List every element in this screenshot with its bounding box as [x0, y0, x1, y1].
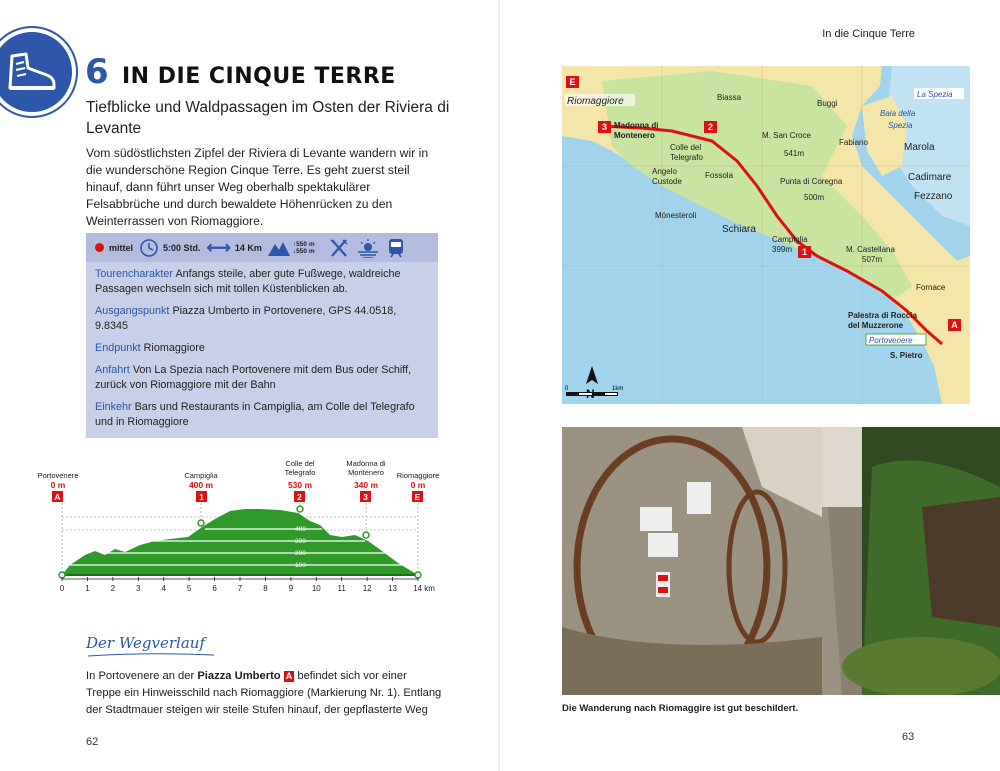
- map-label-fezzano: Fezzano: [914, 191, 953, 202]
- map-label-san-croce-h: 541m: [784, 149, 805, 158]
- map-label-la-spezia: La Spezia: [917, 90, 953, 99]
- route-map: [562, 66, 970, 404]
- map-marker-1: 1: [801, 247, 808, 257]
- elevation-gain: ↑550 m ↓550 m: [292, 240, 315, 255]
- x-tick-label: 14 km: [413, 584, 435, 593]
- route-marker-a: A: [285, 671, 293, 681]
- map-label-portovenere: Portovenere: [869, 336, 913, 345]
- profile-elev-1: 400 m: [188, 480, 214, 490]
- y-tick-200: 200: [295, 550, 306, 557]
- profile-marker-1: 1: [199, 492, 204, 502]
- sunset-view-icon: [357, 238, 379, 258]
- route-description: In Portovenere an der Piazza Umberto A befindet sich vor einer Treppe ein Hinweisschild nach Riomaggiore (Markierung Nr. 1). Entlang der Stadtmauer steigen wir steile Stufen hinauf, der gepflasterte Weg: [86, 670, 442, 716]
- map-label-marola: Marola: [904, 142, 935, 153]
- x-tick-label: 6: [212, 584, 217, 593]
- x-tick-label: 5: [186, 584, 192, 593]
- map-label-fabiano: Fabiano: [839, 138, 868, 147]
- tour-number: 6: [85, 52, 108, 92]
- info-body: [95, 267, 431, 437]
- x-tick-label: 3: [136, 584, 141, 593]
- profile-label-colle: Colle del: [285, 459, 315, 468]
- subtitle: Tiefblicke und Waldpassagen im Osten der Riviera di Levante: [86, 99, 450, 137]
- x-axis: [60, 577, 435, 593]
- profile-elev-e: 0 m: [410, 480, 426, 490]
- mountain-icon: [268, 240, 290, 256]
- hiking-boot-badge: [0, 28, 76, 116]
- profile-label-montenero: Montenero: [348, 468, 384, 477]
- page-number-left: 62: [86, 736, 99, 748]
- profile-marker-2: 2: [297, 492, 302, 502]
- profile-elev-2: 530 m: [287, 480, 313, 490]
- x-tick-label: 11: [337, 584, 346, 593]
- map-label-fossola: Fossola: [705, 171, 734, 180]
- info-anfahrt: Anfahrt Von La Spezia nach Portovenere mit dem Bus oder Schiff, zurück von Riomaggiore mit der Bahn: [95, 364, 412, 391]
- map-marker-2: 2: [707, 122, 714, 132]
- photo-caption: Die Wanderung nach Riomaggire ist gut beschildert.: [562, 703, 799, 714]
- profile-elev-3: 340 m: [353, 480, 379, 490]
- map-label-fornace: Fornace: [916, 283, 946, 292]
- trail-sign-3: [687, 482, 711, 514]
- map-marker-e: E: [569, 77, 576, 87]
- x-tick-label: 10: [311, 584, 321, 593]
- map-marker-a: A: [951, 320, 958, 330]
- map-label-pietro: S. Pietro: [890, 351, 923, 360]
- x-tick-label: 13: [388, 584, 398, 593]
- scale-1km: 1km: [612, 386, 624, 392]
- map-label-coregna-h: 500m: [804, 193, 825, 202]
- map-label-san-croce: M. San Croce: [762, 131, 811, 140]
- map-label-palestra-1: Palestra di Roccia: [848, 311, 917, 320]
- y-tick-400: 400: [295, 526, 306, 533]
- page-number-right: 63: [902, 731, 915, 743]
- map-label-madonna-2: Montenero: [614, 131, 655, 140]
- info-strip: [86, 233, 438, 262]
- map-label-baia: Baia della: [880, 109, 916, 118]
- map-label-buggi: Buggi: [817, 99, 838, 108]
- map-label-campiglia: Campiglia: [772, 235, 808, 244]
- map-label-castellana: M. Castellana: [846, 245, 895, 254]
- map-label-colle-1: Colle del: [670, 143, 702, 152]
- elevation-profile: [30, 455, 450, 605]
- info-tourencharakter: Tourencharakter Anfangs steile, aber gute Fußwege, waldreiche Passagen wechseln sich mit tollen Küstenblicken ab.: [95, 268, 401, 295]
- map-label-biassa: Biassa: [717, 93, 742, 102]
- map-label-angelo-2: Custode: [652, 177, 682, 186]
- distance-label: 14 Km: [234, 242, 262, 253]
- profile-marker-a: A: [54, 492, 61, 502]
- difficulty-dot-icon: [95, 243, 104, 252]
- map-label-monesteroli: Mónesteroli: [655, 211, 697, 220]
- map-label-coregna: Punta di Coregna: [780, 177, 843, 186]
- page-title: IN DIE CINQUE TERRE: [122, 64, 396, 89]
- distance-arrows-icon: ⟷: [206, 237, 231, 257]
- intro-text: Vom südöstlichsten Zipfel der Riviera di Levante wandern wir in die wunderschöne Region Cinque Terre. Es geht zuerst steil hinauf, dann führt unser Weg oberhalb spektakulärer Felsabbrüche und durch bewaldete Höhenrücken zu den Weinterrassen von Riomaggiore.: [86, 146, 429, 228]
- profile-label-campiglia: Campiglia: [184, 471, 218, 480]
- map-label-spezia: Spezia: [888, 121, 913, 130]
- piazza-name: Piazza Umberto: [197, 670, 281, 682]
- x-tick-label: 8: [263, 584, 268, 593]
- map-marker-3: 3: [601, 122, 608, 132]
- x-tick-label: 7: [237, 584, 243, 593]
- x-tick-label: 1: [85, 584, 90, 593]
- map-label-schiara: Schiara: [722, 224, 756, 235]
- running-head: In die Cinque Terre: [822, 28, 915, 40]
- info-ausgangspunkt: Ausgangspunkt Piazza Umberto in Portovenere, GPS 44.0518, 9.8345: [95, 305, 397, 332]
- profile-label-portovenere: Portovenere: [37, 471, 79, 480]
- scale-0: 0: [565, 386, 569, 392]
- difficulty-label: mittel: [109, 242, 134, 253]
- train-icon: [387, 238, 405, 258]
- map-label-madonna-1: Madonna di: [614, 121, 659, 130]
- tour-info-box: [86, 233, 438, 438]
- trail-sign-2: [648, 533, 678, 557]
- fork-knife-icon: [329, 238, 349, 258]
- map-label-colle-2: Telegrafo: [670, 153, 703, 162]
- y-tick-100: 100: [295, 562, 306, 569]
- map-label-campiglia-h: 399m: [772, 245, 793, 254]
- x-tick-label: 0: [59, 584, 65, 593]
- x-tick-label: 9: [288, 584, 294, 593]
- trail-sign-photo: [562, 427, 1000, 695]
- clock-icon: [139, 238, 159, 258]
- duration-label: 5:00 Std.: [163, 242, 201, 253]
- info-einkehr: Einkehr Bars und Restaurants in Campiglia, am Colle del Telegrafo und in Riomaggiore: [95, 401, 415, 428]
- info-endpunkt: Endpunkt Riomaggiore: [95, 342, 205, 354]
- x-tick-label: 12: [362, 584, 372, 593]
- section-heading: Der Wegverlauf: [86, 634, 205, 652]
- map-label-cadimare: Cadimare: [908, 172, 952, 183]
- x-tick-label: 4: [161, 584, 166, 593]
- y-tick-300: 300: [295, 538, 306, 545]
- map-label-riomaggiore: Riomaggiore: [567, 96, 624, 107]
- profile-label-madonna: Madonna di: [346, 459, 386, 468]
- right-page: [500, 0, 1000, 771]
- profile-elev-a: 0 m: [50, 480, 66, 490]
- profile-label-riomaggiore: Riomaggiore: [396, 471, 440, 480]
- trail-sign-1: [640, 507, 672, 531]
- profile-label-telegrafo: Telegrafo: [284, 468, 316, 477]
- profile-marker-e: E: [414, 492, 421, 502]
- map-label-castellana-h: 507m: [862, 255, 883, 264]
- heading-underline: [86, 652, 216, 658]
- map-label-angelo-1: Angelo: [652, 167, 677, 176]
- hiking-boot-icon: [4, 50, 60, 94]
- map-label-palestra-2: del Muzzerone: [848, 321, 904, 330]
- x-tick-label: 2: [110, 584, 116, 593]
- profile-marker-3: 3: [363, 492, 368, 502]
